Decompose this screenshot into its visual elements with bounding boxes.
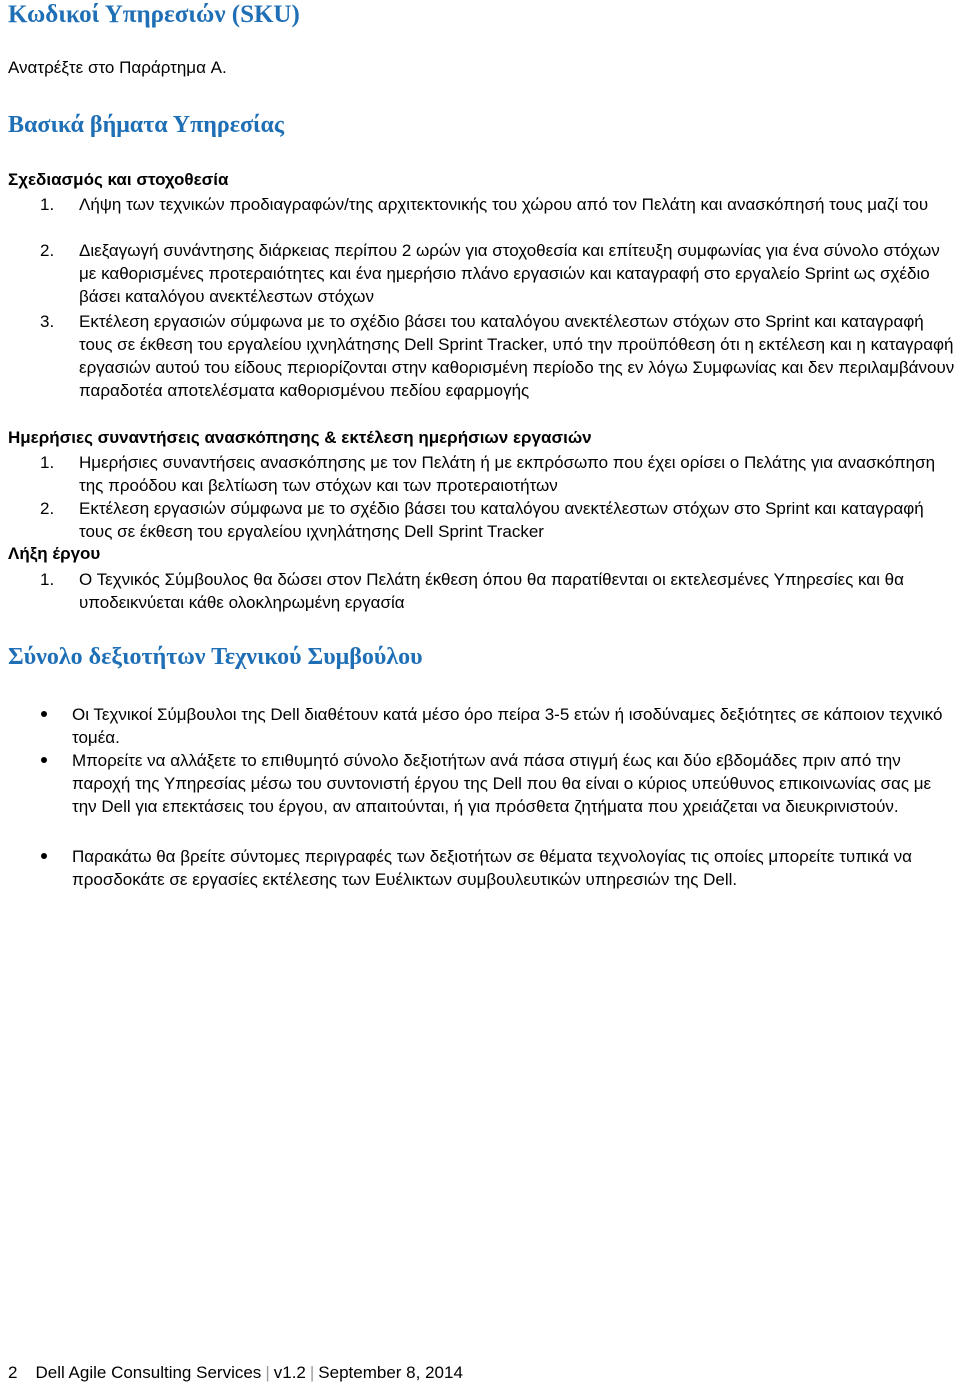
steps-heading: Βασικά βήματα Υπηρεσίας (8, 112, 284, 138)
footer-company: Dell Agile Consulting Services (35, 1363, 262, 1382)
footer-separator: | (265, 1363, 270, 1382)
footer-version: v1.2 (273, 1363, 306, 1382)
planning-heading: Σχεδιασμός και στοχοθεσία (8, 170, 229, 189)
footer-date: September 8, 2014 (318, 1363, 463, 1382)
page-number: 2 (8, 1363, 18, 1382)
bullet-icon (41, 757, 47, 763)
list-item: Ημερήσιες συναντήσεις ανασκόπησης με τον Πελάτη ή με εκπρόσωπο που έχει ορίσει ο Πελάτης για ανασκόπηση της προόδου και βελτίωση των στόχων και των προτεραιοτήτων (79, 453, 936, 495)
list-item: Διεξαγωγή συνάντησης διάρκειας περίπου 2 ωρών για στοχοθεσία και επίτευξη συμφωνίας για ένα σύνολο στόχων με καθορισμένες προτεραιότητες και ένα ημερήσιο πλάνο εργασιών και καταγραφή στο εργαλείο Sprint ως σχέδιο βάσει καταλόγου ανεκτέλεστων στόχων (79, 241, 940, 306)
list-number: 1. (40, 195, 55, 214)
list-number: 3. (40, 312, 55, 331)
bullet-icon (41, 853, 47, 859)
list-item: Λήψη των τεχνικών προδιαγραφών/της αρχιτεκτονικής του χώρου από τον Πελάτη και ανασκόπησή τους μαζί του (79, 195, 929, 214)
page-footer (8, 1363, 463, 1383)
appendix-reference: Ανατρέξτε στο Παράρτημα A. (8, 58, 227, 77)
list-item: Εκτέλεση εργασιών σύμφωνα με το σχέδιο βάσει του καταλόγου ανεκτέλεστων στόχων στο Sprint και καταγραφή τους σε έκθεση του εργαλείου ιχνηλάτησης Dell Sprint Tracker, υπό την προϋπόθεση ότι η εκτέλεση και η καταγραφή εργασιών αυτού του είδους περιορίζονται στην καθορισμένη περίοδο της εν λόγω Συμφωνίας και δεν περιλαμβάνουν παραδοτέα αποτελέσματα καθορισμένου πεδίου εφαρμογής (79, 312, 955, 400)
closing-heading: Λήξη έργου (8, 544, 101, 563)
bullet-item: Οι Τεχνικοί Σύμβουλοι της Dell διαθέτουν κατά μέσο όρο πείρα 3-5 ετών ή ισοδύναμες δεξιότητες σε κάποιον τεχνικό τομέα. (72, 705, 943, 747)
list-number: 2. (40, 499, 55, 518)
bullet-item: Παρακάτω θα βρείτε σύντομες περιγραφές των δεξιοτήτων σε θέματα τεχνολογίας τις οποίες μπορείτε τυπικά να προσδοκάτε σε εργασίες εκτέλεσης των Ευέλικτων συμβουλευτικών υπηρεσιών της Dell. (72, 847, 912, 889)
page-title: Κωδικοί Υπηρεσιών (SKU) (8, 1, 300, 28)
list-item: Εκτέλεση εργασιών σύμφωνα με το σχέδιο βάσει του καταλόγου ανεκτέλεστων στόχων στο Sprint και καταγραφή τους σε έκθεση του εργαλείου ιχνηλάτησης Dell Sprint Tracker (79, 499, 924, 541)
list-number: 1. (40, 453, 55, 472)
list-number: 1. (40, 570, 55, 589)
bullet-item: Μπορείτε να αλλάξετε το επιθυμητό σύνολο δεξιοτήτων ανά πάσα στιγμή έως και δύο εβδομάδες πριν από την παροχή της Υπηρεσίας μέσω του συντονιστή έργου της Dell που θα είναι ο κύριος υπεύθυνος επικοινωνίας σας με την Dell για επεκτάσεις του έργου, αν απαιτούνται, ή για πρόσθετα ζητήματα που χρειάζεται να διευκρινιστούν. (72, 751, 932, 816)
list-item: Ο Τεχνικός Σύμβουλος θα δώσει στον Πελάτη έκθεση όπου θα παρατίθενται οι εκτελεσμένες Υπηρεσίες και θα υποδεικνύεται κάθε ολοκληρωμένη εργασία (79, 570, 904, 612)
list-number: 2. (40, 241, 55, 260)
bullet-icon (41, 711, 47, 717)
skills-heading: Σύνολο δεξιοτήτων Τεχνικού Συμβούλου (8, 644, 423, 670)
daily-heading: Ημερήσιες συναντήσεις ανασκόπησης & εκτέλεση ημερήσιων εργασιών (8, 428, 592, 447)
footer-separator: | (309, 1363, 315, 1382)
